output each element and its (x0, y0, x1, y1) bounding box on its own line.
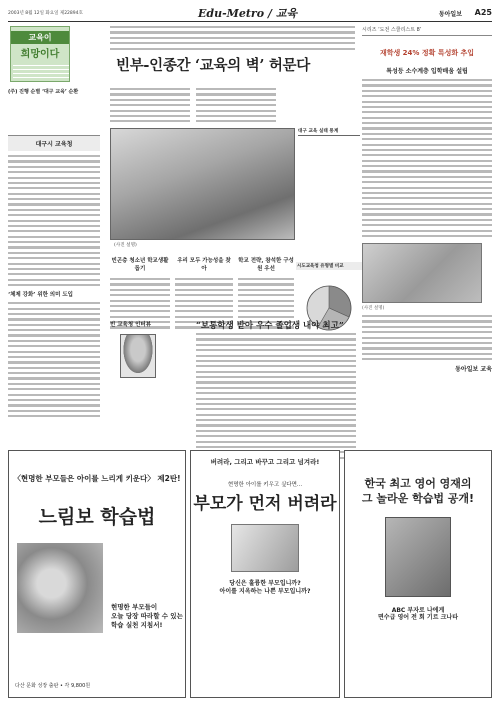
issue-date: 2003년 8월 12일 화요일 제22894호 (8, 11, 83, 16)
right-title: 재학생 24% 정확 특성화 추입 (379, 49, 475, 57)
right-kicker: 시리즈 ‘도전 스쿨리스트 8’ (362, 26, 492, 36)
newspaper-name: 동아일보 (438, 11, 462, 18)
ad-b-top-line: 버려라, 그리고 바꾸고 그리고 넘겨라! (210, 458, 320, 466)
series-logo (10, 26, 70, 82)
ad-a-top-line: 〈현명한 부모들은 아이를 느리게 키운다〉 제2탄! (13, 474, 181, 483)
ad-a-footer: 다산 문화 성장 출판 • 각 9,800원 (15, 683, 91, 689)
ad-b-book-image (231, 524, 299, 572)
pie-chart-title: 시도교육청 유형별 비교 (296, 262, 362, 270)
ad-c-title: 한국 최고 영어 영재의 그 놀라운 학습법 공개! (361, 477, 475, 505)
right-subtitle: 특성등 소수계층 입학배움 설립 (386, 68, 468, 75)
ad-a-photo (17, 543, 103, 633)
ad-slow-learning-book[interactable] (8, 450, 186, 698)
main-headline: 빈부-인종간 ‘교육의 벽’ 허문다 (116, 57, 310, 74)
ad-a-copy (111, 603, 183, 629)
right-column (362, 26, 492, 446)
ad-b-title: 부모가 먼저 버려라 (193, 494, 337, 514)
left-body-text-2 (8, 302, 100, 417)
logo-top-text: 교육이 (11, 31, 69, 44)
ad-english-gifted-book[interactable] (344, 450, 492, 698)
body-text-col-1 (110, 88, 190, 126)
logo-subtext-lines (13, 65, 69, 79)
interviewee-photo (120, 334, 156, 378)
footer-mark: 동아일보 교육 (455, 366, 492, 374)
right-photo-caption: (사진 설명) (362, 306, 385, 312)
stats-chart-title: 대구 교육 실태 통계 (298, 128, 360, 136)
left-section-title: 대구시 교육청 (8, 135, 100, 151)
top-text-strip (110, 26, 355, 51)
ad-c-book-image (385, 517, 451, 597)
ad-parents-first-book[interactable] (190, 450, 340, 698)
interview-quote-title: “보통학생 받아 우수 졸업생 내야 최고” (196, 321, 344, 331)
left-sub-head-1: ‘체제 강화’ 위한 의미 도입 (8, 292, 73, 299)
left-column (8, 26, 100, 446)
left-body-text (8, 155, 100, 286)
page-number: A25 (474, 8, 492, 17)
ad-a-copy-text: 현명한 부모들이 오늘 당장 따라할 수 있는 학습 실천 지침서! (111, 603, 183, 629)
page-header (8, 4, 492, 22)
right-body-text (362, 79, 492, 237)
section-head-3: 학교 전략, 참석한 구성원 우선 (238, 258, 294, 272)
logo-main-text: 희망이다 (20, 49, 60, 60)
section-head-1: 빈곤층 청소년 학교생활 돕기 (111, 258, 169, 272)
main-photo-caption: (사진 설명) (114, 243, 137, 248)
ad-a-title: 느림보 학습법 (38, 506, 156, 528)
section-title: Edu-Metro / 교육 (198, 7, 297, 20)
body-text-col-2 (196, 88, 276, 126)
interview-label: 빈 교육청 인터뷰 (110, 322, 152, 328)
right-body-text-2 (362, 315, 492, 360)
section-head-2: 우리 모두 가능성을 찾아 (177, 258, 231, 272)
main-news-photo (110, 128, 295, 240)
right-photo (362, 243, 482, 303)
interview-box (110, 320, 180, 450)
left-side-head: (주) 진행 순별 ‘대구 교육’ 순환 (8, 89, 79, 95)
ad-b-kicker: 현명한 아이를 키우고 싶다면... (227, 482, 303, 488)
ad-b-copy: 당신은 훌륭한 부모입니까? 아이를 지옥하는 나쁜 부모입니까? (219, 580, 311, 596)
ad-c-footer: ABC 부자로 나에게 면수급 영어 전 회 기르 크나타 (378, 606, 458, 622)
interview-body-text (196, 333, 356, 462)
